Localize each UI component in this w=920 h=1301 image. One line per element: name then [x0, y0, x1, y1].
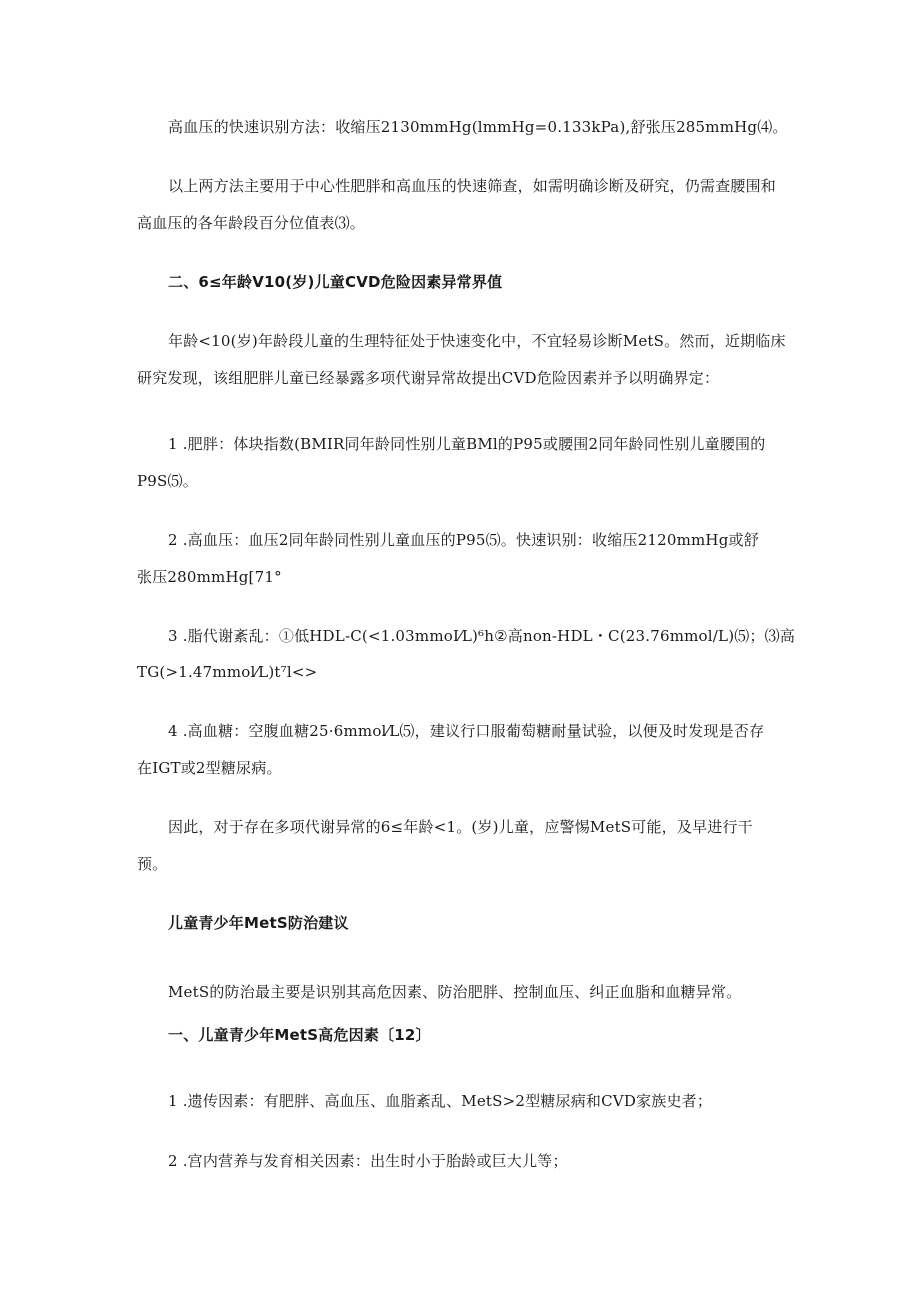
paragraph-screening-line-2: 高血压的各年龄段百分位值表⑶。 — [137, 214, 366, 232]
paragraph-screening-line-1: 以上两方法主要用于中心性肥胖和高血压的快速筛查，如需明确诊断及研究，仍需查腰围和 — [168, 177, 777, 195]
list-item-lipid-line-2: TG(>1.47mmol⁄L)t⁷l<> — [137, 663, 318, 681]
section-heading-cvd-thresholds: 二、6≤年龄V10(岁)儿童CVD危险因素异常界值 — [168, 273, 503, 291]
section-heading-mets-prevention: 儿童青少年MetS防治建议 — [168, 914, 349, 932]
list-item-hypertension-line-1: 2 .高血压：血压2同年龄同性别儿童血压的P95⑸。快速识别：收缩压2120mmHg或舒 — [168, 531, 759, 549]
list-item-obesity-line-2: P9S⑸。 — [137, 472, 198, 490]
paragraph-bp-quick-identification: 高血压的快速识别方法：收缩压2130mmHg(lmmHg=0.133kPa),舒张压285mmHg⑷。 — [168, 118, 788, 136]
list-item-obesity-line-1: 1 .肥胖：体块指数(BMIR同年龄同性别儿童BMl的P95或腰围2同年龄同性别儿童腰围的 — [168, 435, 766, 453]
list-item-genetic-factors: 1 .遗传因素：有肥胖、高血压、血脂紊乱、MetS>2型糖尿病和CVD家族史者； — [168, 1092, 713, 1110]
list-item-hyperglycemia-line-2: 在IGT或2型糖尿病。 — [137, 759, 282, 777]
paragraph-conclusion-line-1: 因此，对于存在多项代谢异常的6≤年龄<1。(岁)儿童，应警惕MetS可能，及早进行干 — [168, 818, 753, 836]
paragraph-children-line-2: 研究发现，该组肥胖儿童已经暴露多项代谢异常故提出CVD危险因素并予以明确界定： — [137, 369, 720, 387]
list-item-intrauterine-factors: 2 .宫内营养与发育相关因素：出生时小于胎龄或巨大儿等； — [168, 1152, 568, 1170]
paragraph-mets-prevention: MetS的防治最主要是识别其高危因素、防治肥胖、控制血压、纠正血脂和血糖异常。 — [168, 983, 742, 1001]
list-item-hyperglycemia-line-1: 4 .高血糖：空腹血糖25·6mmol⁄L⑸，建议行口服葡萄糖耐量试验，以便及时发现是否存 — [168, 722, 765, 740]
section-heading-mets-risk-factors: 一、儿童青少年MetS高危因素〔12〕 — [168, 1026, 431, 1044]
paragraph-children-line-1: 年龄<10(岁)年龄段儿童的生理特征处于快速变化中，不宜轻易诊断MetS。然而，近期临床 — [168, 332, 786, 350]
list-item-hypertension-line-2: 张压280mmHg[71° — [137, 568, 282, 586]
list-item-lipid-line-1: 3 .脂代谢紊乱：①低HDL-C(<1.03mmoI⁄L)⁶h②高non-HDL・C(23.76mmol/L)⑸；⑶高 — [168, 627, 796, 645]
paragraph-conclusion-line-2: 预。 — [137, 855, 168, 873]
